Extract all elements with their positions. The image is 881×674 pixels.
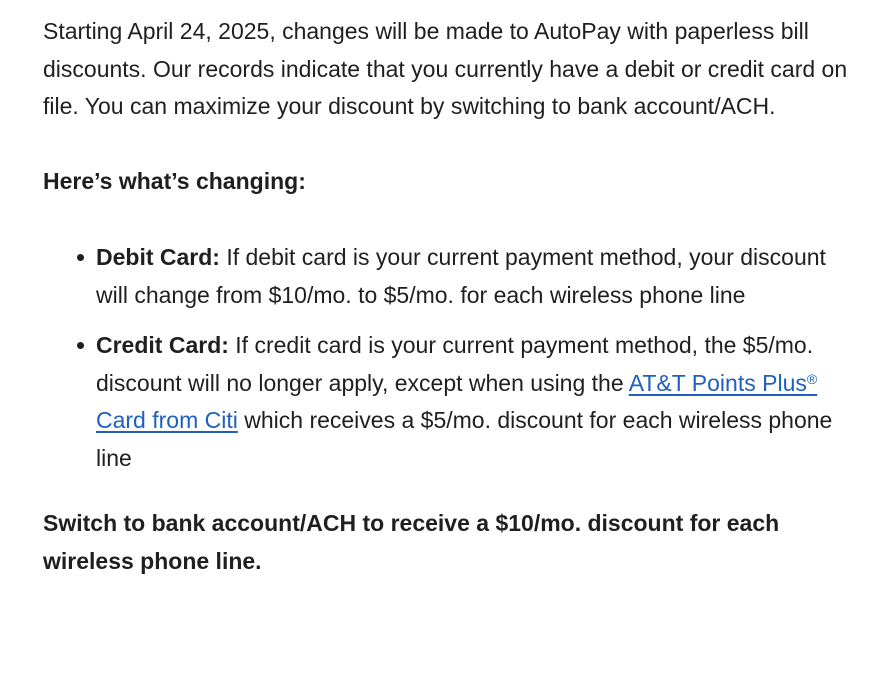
credit-card-label: Credit Card: bbox=[96, 332, 229, 358]
credit-card-text-after: which receives a $5/mo. discount for each wireless phone line bbox=[96, 407, 833, 471]
link-text-part-1: AT&T Points Plus bbox=[628, 369, 807, 396]
registered-mark: ® bbox=[806, 370, 818, 387]
debit-card-label: Debit Card: bbox=[96, 244, 220, 270]
intro-paragraph: Starting April 24, 2025, changes will be made to AutoPay with paperless bill discounts. Our records indicate that you currently have a debit or credit card on file. You can maximize your discount by switching to bank account/ACH. bbox=[43, 18, 848, 119]
closing-paragraph: Switch to bank account/ACH to receive a $10/mo. discount for each wireless phone line. bbox=[43, 510, 780, 574]
changes-list bbox=[43, 239, 853, 477]
credit-card-text-before: If credit card is your current payment method, the $5/mo. discount will no longer apply, except when using the bbox=[96, 332, 814, 396]
list-item-debit-card bbox=[96, 239, 853, 314]
section-heading: Here’s what’s changing: bbox=[43, 167, 306, 194]
list-item-credit-card bbox=[96, 327, 853, 477]
link-text-part-2: Card from Citi bbox=[96, 407, 238, 433]
debit-card-text: If debit card is your current payment method, your discount will change from $10/mo. to $5/mo. for each wireless phone line bbox=[96, 244, 826, 308]
